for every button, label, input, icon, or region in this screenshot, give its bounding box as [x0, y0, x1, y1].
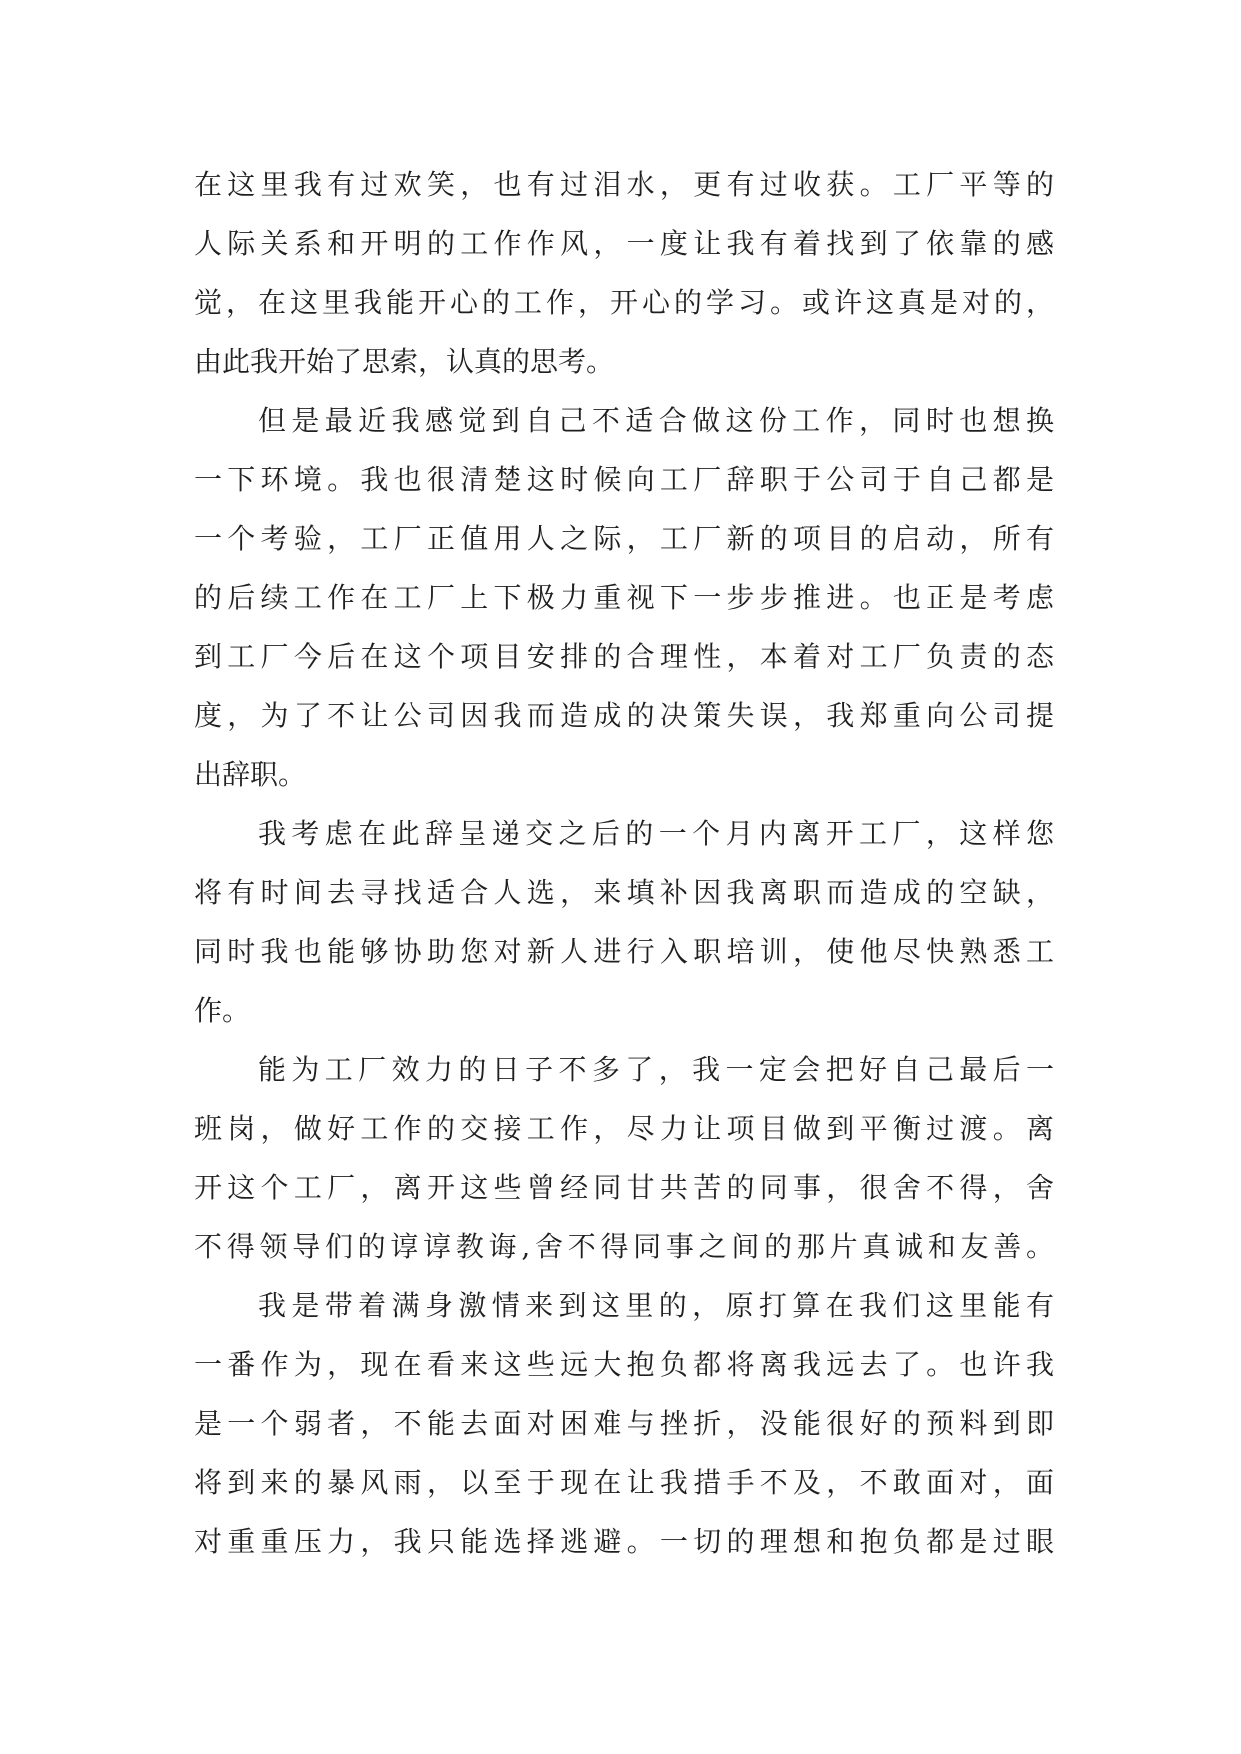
text-line: 是一个弱者，不能去面对困难与挫折，没能很好的预料到即 [194, 1407, 1054, 1440]
paragraph-2 [194, 391, 1054, 804]
text-line: 人际关系和开明的工作作风，一度让我有着找到了依靠的感 [194, 227, 1054, 260]
text-line: 能为工厂效力的日子不多了，我一定会把好自己最后一 [258, 1053, 1054, 1086]
text-line: 对重重压力，我只能选择逃避。一切的理想和抱负都是过眼 [194, 1525, 1054, 1558]
text-line: 将到来的暴风雨，以至于现在让我措手不及，不敢面对，面 [194, 1466, 1054, 1499]
text-line: 觉，在这里我能开心的工作，开心的学习。或许这真是对的， [194, 286, 1054, 319]
paragraph-4 [194, 1040, 1054, 1276]
document-body [194, 155, 1054, 1571]
text-line: 开这个工厂，离开这些曾经同甘共苦的同事，很舍不得，舍 [194, 1171, 1054, 1204]
text-line: 班岗，做好工作的交接工作，尽力让项目做到平衡过渡。离 [194, 1112, 1054, 1145]
text-line: 到工厂今后在这个项目安排的合理性，本着对工厂负责的态 [194, 640, 1054, 673]
paragraph-5 [194, 1276, 1054, 1571]
text-line: 的后续工作在工厂上下极力重视下一步步推进。也正是考虑 [194, 581, 1054, 614]
text-line: 在这里我有过欢笑，也有过泪水，更有过收获。工厂平等的 [194, 168, 1054, 201]
text-line: 一番作为，现在看来这些远大抱负都将离我远去了。也许我 [194, 1348, 1054, 1381]
paragraph-1 [194, 155, 1054, 391]
text-line: 将有时间去寻找适合人选，来填补因我离职而造成的空缺， [194, 876, 1054, 909]
text-line: 我是带着满身激情来到这里的，原打算在我们这里能有 [258, 1289, 1054, 1322]
paragraph-3 [194, 804, 1054, 1040]
text-line: 但是最近我感觉到自己不适合做这份工作，同时也想换 [258, 404, 1054, 437]
text-line: 度，为了不让公司因我而造成的决策失误，我郑重向公司提 [194, 699, 1054, 732]
text-line: 不得领导们的谆谆教诲,舍不得同事之间的那片真诚和友善。 [194, 1230, 1054, 1263]
text-line: 由此我开始了思索，认真的思考。 [194, 345, 615, 378]
text-line: 出辞职。 [194, 758, 307, 791]
text-line: 一个考验，工厂正值用人之际，工厂新的项目的启动，所有 [194, 522, 1054, 555]
text-line: 同时我也能够协助您对新人进行入职培训，使他尽快熟悉工 [194, 935, 1054, 968]
text-line: 一下环境。我也很清楚这时候向工厂辞职于公司于自己都是 [194, 463, 1054, 496]
text-line: 我考虑在此辞呈递交之后的一个月内离开工厂，这样您 [258, 817, 1054, 850]
text-line: 作。 [194, 994, 251, 1027]
